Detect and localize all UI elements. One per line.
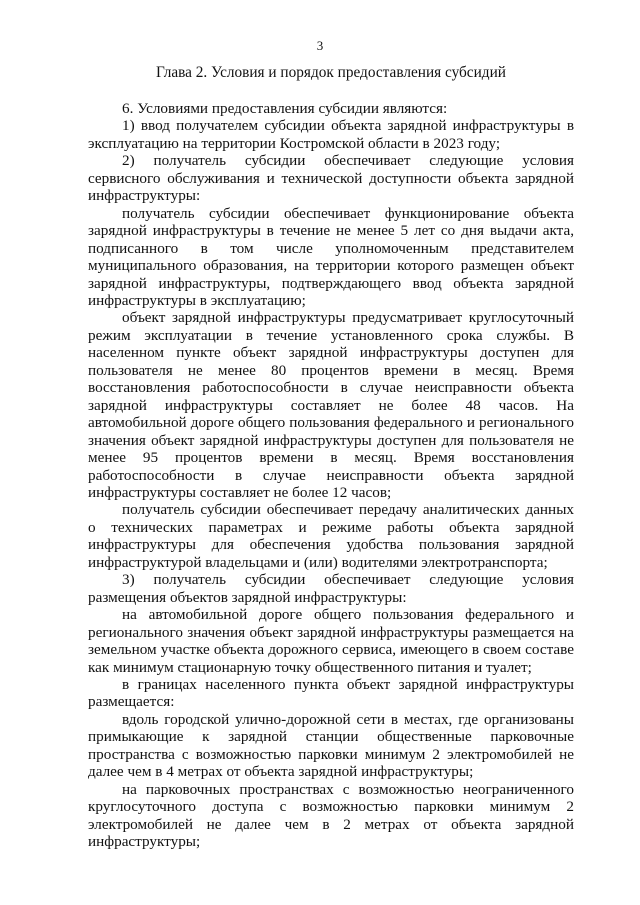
paragraph-availability: объект зарядной инфраструктуры предусматривает круглосуточный режим эксплуатации в течение установленного срока службы. В населенном пункте объект зарядной инфраструктуры доступен для пользователя не менее 80 процентов времени в месяц. Время восстановления работоспособности в случае неисправности объекта зарядной инфраструктуры составляет не более 48 часов. На автомобильной дороге общего пользования федерального и регионального значения объект зарядной инфраструктуры доступен для пользователя не менее 95 процентов времени в месяц. Время восстановления работоспособности в случае неисправности объекта зарядной инфраструктуры составляет не более 12 часов; — [88, 309, 574, 501]
paragraph-street-network: вдоль городской улично-дорожной сети в местах, где организованы примыкающие к зарядной станции общественные парковочные пространства с возможностью парковки минимум 2 электромобилей не далее чем в 4 метрах от объекта зарядной инфраструктуры; — [88, 710, 574, 781]
paragraph-settlement-placement: в границах населенного пункта объект зарядной инфраструктуры размещается: — [88, 675, 574, 711]
paragraph-functioning-term: получатель субсидии обеспечивает функционирование объекта зарядной инфраструктуры в течение не менее 5 лет со дня выдачи акта, подписанного в том числе уполномоченным представителем муниципального образования, на территории которого размещен объект зарядной инфраструктуры, подтверждающего ввод объекта зарядной инфраструктуры в эксплуатацию; — [88, 204, 574, 309]
paragraph-highway-placement: на автомобильной дороге общего пользования федерального и регионального значения объект зарядной инфраструктуры размещается на земельном участке объекта дорожного сервиса, имеющего в своем составе как минимум стационарную точку общественного питания и туалет; — [88, 606, 574, 676]
paragraph-analytics-transfer: получатель субсидии обеспечивает передачу аналитических данных о технических параметрах и режиме работы объекта зарядной инфраструктуры для обеспечения удобства пользования зарядной инфраструктурой владельцами и (или) водителями электротранспорта; — [88, 501, 574, 571]
chapter-title: Глава 2. Условия и порядок предоставления субсидий — [156, 64, 506, 81]
paragraph-parking-spaces: на парковочных пространствах с возможностью неограниченного круглосуточного доступа с возможностью парковки минимум 2 электромобилей не далее чем в 2 метрах от объекта зарядной инфраструктуры; — [88, 780, 574, 851]
paragraph-condition-3: 3) получатель субсидии обеспечивает следующие условия размещения объектов зарядной инфраструктуры: — [88, 571, 574, 606]
document-body — [88, 100, 574, 850]
paragraph-condition-1: 1) ввод получателем субсидии объекта зарядной инфраструктуры в эксплуатацию на территории Костромской области в 2023 году; — [88, 117, 574, 152]
paragraph-conditions-intro: 6. Условиями предоставления субсидии являются: — [122, 100, 448, 117]
page-number: 3 — [316, 38, 324, 53]
paragraph-condition-2: 2) получатель субсидии обеспечивает следующие условия сервисного обслуживания и технической доступности объекта зарядной инфраструктуры: — [88, 152, 574, 205]
